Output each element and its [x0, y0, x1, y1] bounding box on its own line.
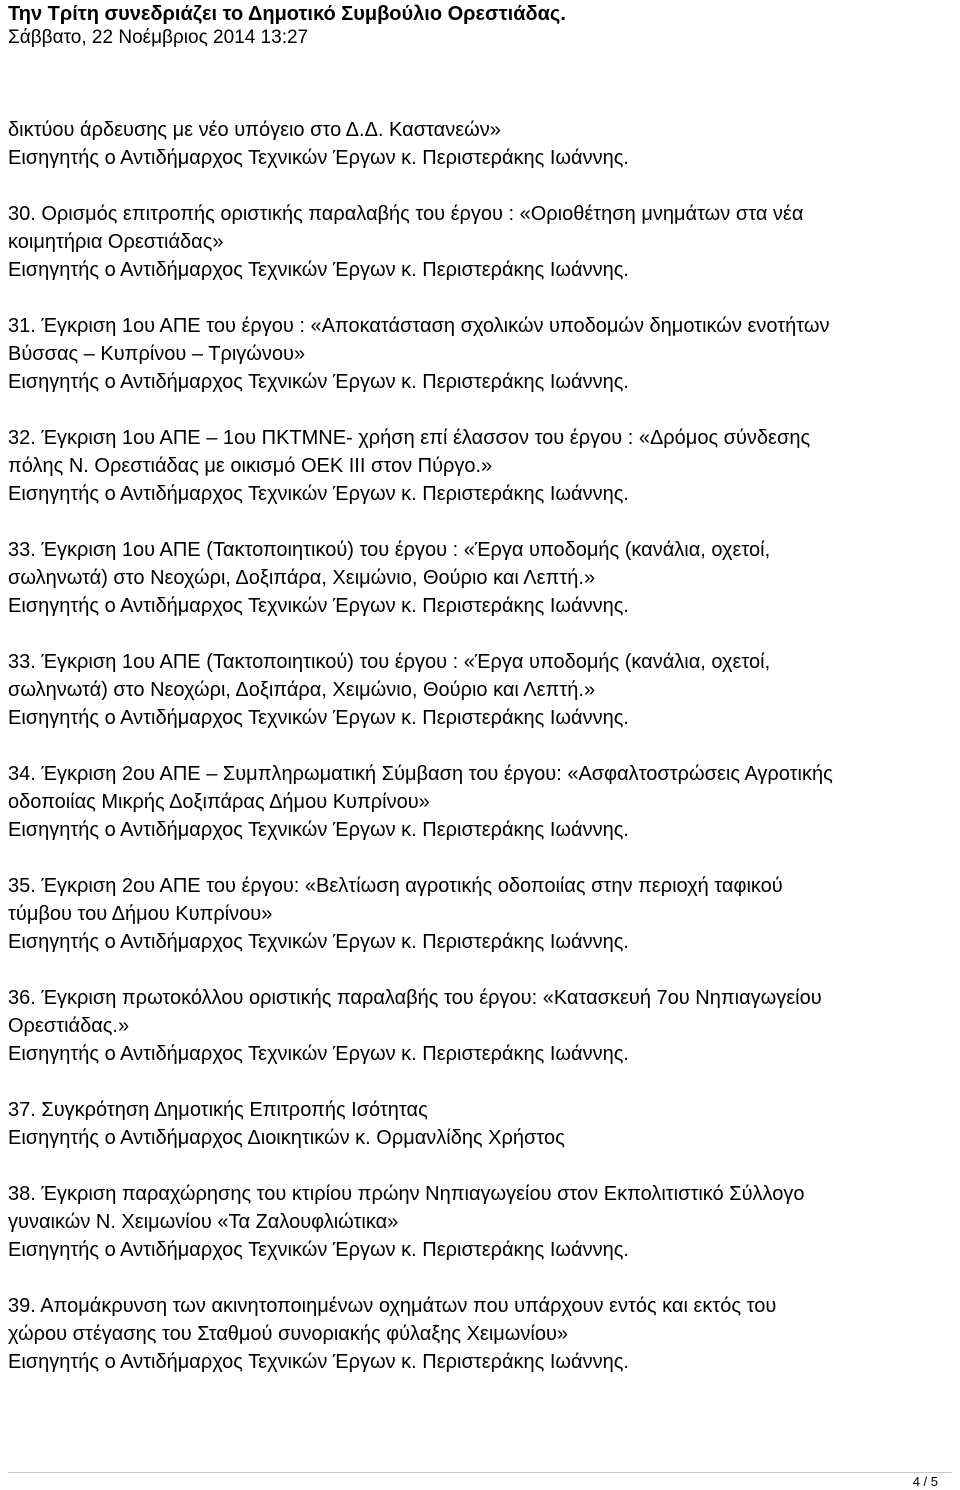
publish-datetime: Σάββατο, 22 Νοέμβριος 2014 13:27: [8, 27, 309, 48]
article-header: [8, 2, 952, 50]
page-title: Την Τρίτη συνεδριάζει το Δημοτικό Συμβούλιο Ορεστιάδας.: [8, 3, 566, 25]
agenda-item-text: Ορεστιάδας.»: [8, 1015, 130, 1037]
agenda-item-text: 35. Έγκριση 2ου ΑΠΕ του έργου: «Βελτίωση αγροτικής οδοποιίας στην περιοχή ταφικού: [8, 875, 783, 897]
agenda-item-text: 33. Έγκριση 1ου ΑΠΕ (Τακτοποιητικού) του έργου : «Έργα υποδομής (κανάλια, οχετοί,: [8, 539, 771, 561]
footer-divider: [8, 1472, 952, 1473]
agenda-item-text: 33. Έγκριση 1ου ΑΠΕ (Τακτοποιητικού) του έργου : «Έργα υποδομής (κανάλια, οχετοί,: [8, 651, 771, 673]
rapporteur-line: Εισηγητής ο Αντιδήμαρχος Διοικητικών κ. Ορμανλίδης Χρήστος: [8, 1127, 565, 1149]
rapporteur-line: Εισηγητής ο Αντιδήμαρχος Τεχνικών Έργων κ. Περιστεράκης Ιωάννης.: [8, 707, 629, 729]
agenda-item-text: 32. Έγκριση 1ου ΑΠΕ – 1ου ΠΚΤΜΝΕ- χρήση επί έλασσον του έργου : «Δρόμος σύνδεσης: [8, 427, 811, 449]
rapporteur-line: Εισηγητής ο Αντιδήμαρχος Τεχνικών Έργων κ. Περιστεράκης Ιωάννης.: [8, 595, 629, 617]
agenda-item-text: κοιμητήρια Ορεστιάδας»: [8, 231, 224, 253]
agenda-item: [8, 872, 952, 956]
agenda-item-text: σωληνωτά) στο Νεοχώρι, Δοξιπάρα, Χειμώνιο, Θούριο και Λεπτή.»: [8, 679, 596, 701]
agenda-item-text: 39. Απομάκρυνση των ακινητοποιημένων οχημάτων που υπάρχουν εντός και εκτός του: [8, 1295, 777, 1317]
agenda-item: [8, 760, 952, 844]
rapporteur-line: Εισηγητής ο Αντιδήμαρχος Τεχνικών Έργων κ. Περιστεράκης Ιωάννης.: [8, 371, 629, 393]
agenda-item-text: οδοποιίας Μικρής Δοξιπάρας Δήμου Κυπρίνου»: [8, 791, 430, 813]
rapporteur-line: Εισηγητής ο Αντιδήμαρχος Τεχνικών Έργων κ. Περιστεράκης Ιωάννης.: [8, 1351, 629, 1373]
rapporteur-line: Εισηγητής ο Αντιδήμαρχος Τεχνικών Έργων κ. Περιστεράκης Ιωάννης.: [8, 1239, 629, 1261]
rapporteur-line: Εισηγητής ο Αντιδήμαρχος Τεχνικών Έργων κ. Περιστεράκης Ιωάννης.: [8, 819, 629, 841]
rapporteur-line: Εισηγητής ο Αντιδήμαρχος Τεχνικών Έργων κ. Περιστεράκης Ιωάννης.: [8, 931, 629, 953]
agenda-item: [8, 984, 952, 1068]
rapporteur-line: Εισηγητής ο Αντιδήμαρχος Τεχνικών Έργων κ. Περιστεράκης Ιωάννης.: [8, 483, 629, 505]
agenda-item-text: γυναικών Ν. Χειμωνίου «Τα Ζαλουφλιώτικα»: [8, 1211, 399, 1233]
page-number: 4 / 5: [912, 1474, 938, 1489]
agenda-item-text: 34. Έγκριση 2ου ΑΠΕ – Συμπληρωματική Σύμβαση του έργου: «Ασφαλτοστρώσεις Αγροτικής: [8, 763, 833, 785]
agenda-item: [8, 1096, 952, 1152]
agenda-item-text: Βύσσας – Κυπρίνου – Τριγώνου»: [8, 343, 306, 365]
rapporteur-line: Εισηγητής ο Αντιδήμαρχος Τεχνικών Έργων κ. Περιστεράκης Ιωάννης.: [8, 259, 629, 281]
agenda-item: [8, 424, 952, 508]
agenda-item-text: σωληνωτά) στο Νεοχώρι, Δοξιπάρα, Χειμώνιο, Θούριο και Λεπτή.»: [8, 567, 596, 589]
agenda-item: [8, 648, 952, 732]
agenda-item: [8, 536, 952, 620]
agenda-item-text: 31. Έγκριση 1ου ΑΠΕ του έργου : «Αποκατάσταση σχολικών υποδομών δημοτικών ενοτήτων: [8, 315, 830, 337]
agenda-item-text: 30. Ορισμός επιτροπής οριστικής παραλαβής του έργου : «Οριοθέτηση μνημάτων στα νέα: [8, 203, 804, 225]
rapporteur-line: Εισηγητής ο Αντιδήμαρχος Τεχνικών Έργων κ. Περιστεράκης Ιωάννης.: [8, 1043, 629, 1065]
agenda-item-text: πόλης Ν. Ορεστιάδας με οικισμό ΟΕΚ ΙΙΙ στον Πύργο.»: [8, 455, 493, 477]
agenda-item: [8, 312, 952, 396]
agenda-item: [8, 200, 952, 284]
agenda-item: [8, 1292, 952, 1376]
agenda-item-text: δικτύου άρδευσης με νέο υπόγειο στο Δ.Δ. Καστανεών»: [8, 119, 501, 141]
rapporteur-line: Εισηγητής ο Αντιδήμαρχος Τεχνικών Έργων κ. Περιστεράκης Ιωάννης.: [8, 147, 629, 169]
agenda-list: [8, 116, 952, 1404]
agenda-item-text: 38. Έγκριση παραχώρησης του κτιρίου πρώην Νηπιαγωγείου στον Εκπολιτιστικό Σύλλογο: [8, 1183, 805, 1205]
agenda-item-text: τύμβου του Δήμου Κυπρίνου»: [8, 903, 273, 925]
agenda-item-text: χώρου στέγασης του Σταθμού συνοριακής φύλαξης Χειμωνίου»: [8, 1323, 569, 1345]
agenda-item: [8, 1180, 952, 1264]
agenda-item: [8, 116, 952, 172]
agenda-item-text: 36. Έγκριση πρωτοκόλλου οριστικής παραλαβής του έργου: «Κατασκευή 7ου Νηπιαγωγείου: [8, 987, 822, 1009]
agenda-item-text: 37. Συγκρότηση Δημοτικής Επιτροπής Ισότητας: [8, 1099, 428, 1121]
